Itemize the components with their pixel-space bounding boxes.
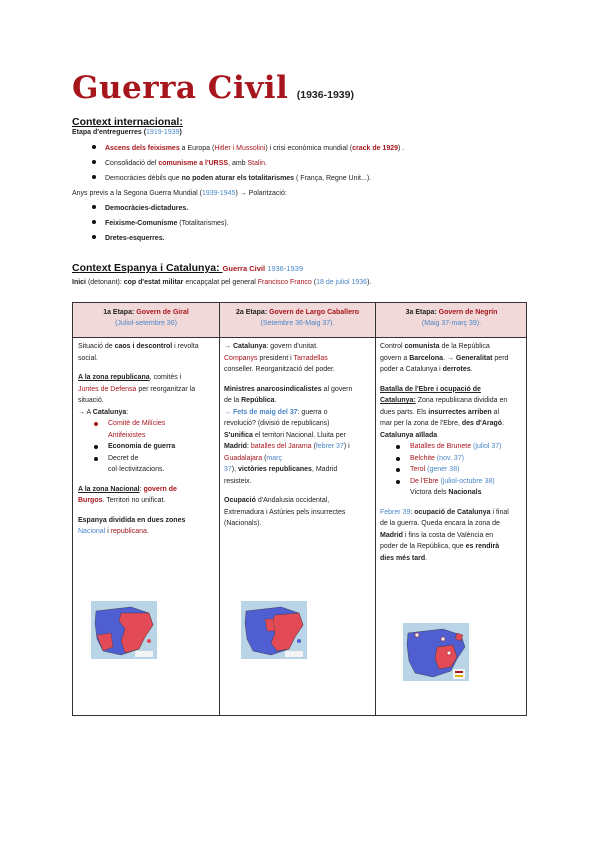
etapa-line: Etapa d'entreguerres (1919-1939) [72, 129, 182, 136]
column-divider [219, 303, 220, 715]
list-item: Consolidació del comunisme a l'URSS, amb Stalin. [92, 159, 267, 169]
bullet-icon [396, 445, 400, 449]
bullet-icon [94, 457, 98, 461]
bullet-icon [92, 220, 96, 224]
table-header-cell: 3a Etapa: Govern de Negrín (Maig 37-març 39). [405, 309, 498, 327]
column-etapa-1: Situació de caos i descontrol i revolta social. A la zona republicana, comitès i Juntes de Defensa per reorganitzar la situació. → A Catalunya: Comitè de Milícies Antifeixistes Economia de guerra Decret de col·lectivitzacions. A la zona Nacional: govern de Burgos. Territori no unificat. Espanya dividida en dues zones Nacional i republicana. [78, 343, 199, 535]
map-spain-1936 [91, 601, 157, 659]
bullet-icon [396, 480, 400, 484]
list-item: Democràcies-dictadures. [92, 204, 188, 214]
list-item: Ascens dels feixismes a Europa (Hitler i Mussolini) i crisi econòmica mundial (crack de 1929) . [92, 144, 404, 154]
bullet-icon [396, 468, 400, 472]
table-header-cell: 2a Etapa: Govern de Largo Caballero (Setembre 36-Maig 37). [236, 309, 359, 327]
title-main: Guerra Civil [72, 70, 289, 106]
list-item: Dretes-esquerres. [92, 234, 165, 244]
table-header-cell: 1a Etapa: Govern de Giral (Juliol-setembre 36) [103, 309, 189, 327]
page-title [72, 70, 354, 106]
bullet-icon [92, 205, 96, 209]
anys-previs-line: Anys previs a la Segona Guerra Mundial (1939-1945) → Polarització: [72, 190, 287, 197]
stages-table [72, 302, 527, 716]
list-item: Democràcies dèbils que no poden aturar els totalitarismes ( França, Regne Unit...). [92, 174, 371, 184]
list-item: Feixisme-Comunisme (Totalitarismes). [92, 219, 229, 229]
bullet-icon [94, 422, 98, 426]
title-years: (1936-1939) [296, 89, 354, 101]
map-spain-1939 [403, 623, 469, 681]
map-spain-1937 [241, 601, 307, 659]
bullet-icon [92, 175, 96, 179]
heading-context-espanya: Context Espanya i Catalunya: Guerra Civil 1936-1939 [72, 262, 304, 274]
inici-line: Inici (detonant): cop d'estat militar encapçalat pel general Francisco Franco (18 de juliol 1936). [72, 279, 372, 286]
column-etapa-3: Control comunista de la República govern a Barcelona. → Generalitat perd poder a Catalunya i derrotes. Batalla de l'Ebre i ocupació de Catalunya: Zona republicana dividida en dues parts. Els insurrectes arriben al mar per la zona de l'Ebre, des d'Aragó. Catalunya aïllada Batalles de Brunete (juliol 37) Belchite (nov. 37) Terol (gener 38) De l'Ebre (juliol-octubre 38) Victora dels Nacionals Febrer 39: ocupació de Catalunya i final de la guerra. Queda encara la zona de Madrid i fins la costa de València en poder de la República, que es rendirà dies més tard. [380, 343, 509, 562]
heading-context-internacional: Context internacional: [72, 116, 183, 128]
bullet-icon [396, 457, 400, 461]
bullet-icon [92, 235, 96, 239]
bullet-icon [94, 445, 98, 449]
bullet-icon [92, 145, 96, 149]
column-divider [375, 303, 376, 715]
column-etapa-2: → Catalunya: govern d'unitat. Companys president i Tarradellas conseller. Reorganització del poder. Ministres anarcosindicalistes al govern de la República. → Fets de maig del 37: guerra o revolució? (divisió de republicans) S'unifica el territori Nacional. Lluita per Madrid: batalles del Jarama (febrer 37) i Guadalajara (març 37), victòries republicanes, Madrid resisteix. Ocupació d'Andalusia occidental, Extremadura i Astúries pels insurrectes (Nacionals). [224, 343, 353, 527]
bullet-icon [92, 160, 96, 164]
